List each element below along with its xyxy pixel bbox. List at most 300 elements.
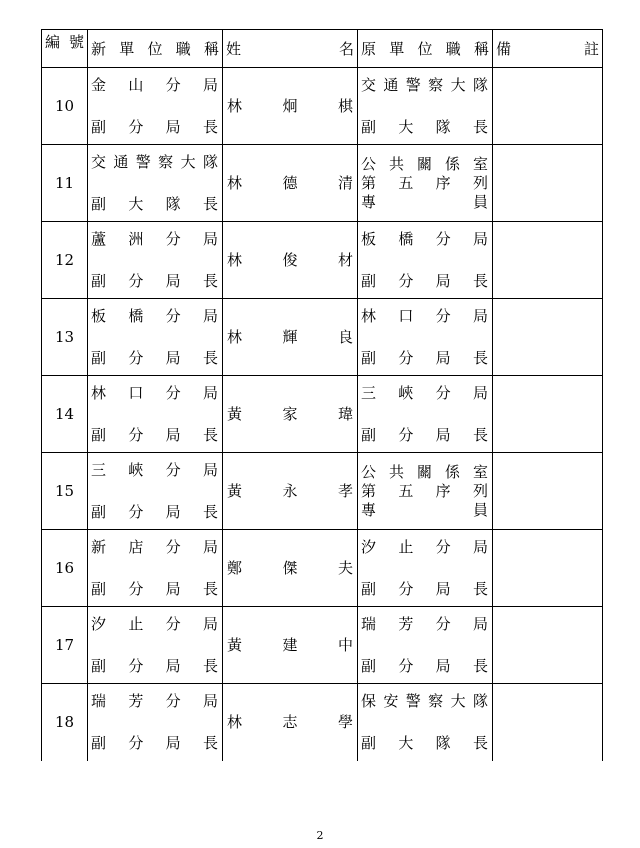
- char: 局: [435, 272, 451, 290]
- char: 長: [202, 503, 218, 521]
- old-post-cell-line: [358, 463, 492, 482]
- old-post-cell-line: [358, 75, 492, 95]
- char: 棋: [337, 97, 353, 115]
- person-name: [223, 404, 357, 424]
- row-number: 18: [42, 684, 88, 761]
- old-post-cell-line: [358, 271, 492, 291]
- char: 長: [202, 272, 218, 290]
- name-cell: [223, 222, 358, 299]
- char: 分: [398, 272, 414, 290]
- header-char: 單: [389, 39, 405, 58]
- char: 峽: [128, 461, 144, 479]
- char: 林: [227, 328, 243, 346]
- new-post-cell-line: [88, 152, 222, 172]
- char: 副: [361, 349, 377, 367]
- char: 分: [435, 230, 451, 248]
- old-post-cell-line: [358, 501, 492, 520]
- row-number: 13: [42, 299, 88, 376]
- char: 員: [472, 500, 488, 519]
- char: 隊: [435, 118, 451, 136]
- char: 分: [128, 272, 144, 290]
- char: 第: [361, 173, 377, 192]
- char: 保: [361, 692, 377, 711]
- person-name: [223, 173, 357, 193]
- old-post-cell: [358, 607, 493, 684]
- char: 五: [398, 481, 414, 500]
- char: 局: [202, 230, 218, 248]
- char: 大: [180, 153, 196, 171]
- header-char: 備: [496, 39, 512, 58]
- char: 長: [202, 426, 218, 444]
- person-name: [223, 96, 357, 116]
- header-note: [493, 30, 603, 68]
- char: 安: [383, 692, 399, 711]
- char: 長: [202, 657, 218, 675]
- char: 峽: [398, 384, 414, 402]
- char: 分: [165, 538, 181, 556]
- header-char: 原: [361, 39, 377, 58]
- char: 副: [361, 118, 377, 136]
- char: 副: [91, 272, 107, 290]
- header-new-post: [88, 30, 223, 68]
- char: 副: [91, 426, 107, 444]
- char: 黃: [227, 636, 243, 654]
- char: 察: [428, 692, 444, 711]
- char: 橋: [398, 230, 414, 248]
- char: 分: [128, 349, 144, 367]
- old-post-cell: [358, 684, 493, 761]
- page-number: 2: [316, 829, 324, 842]
- old-post-cell-line: [358, 482, 492, 501]
- char: 分: [398, 426, 414, 444]
- char: 林: [361, 307, 377, 325]
- char: 板: [91, 307, 107, 325]
- char: 分: [128, 734, 144, 753]
- char: 止: [398, 538, 414, 556]
- new-post-cell-line: [88, 733, 222, 753]
- char: 大: [450, 692, 466, 711]
- char: 芳: [128, 692, 144, 711]
- char: 分: [398, 580, 414, 598]
- row-number: 11: [42, 145, 88, 222]
- char: 局: [165, 272, 181, 290]
- char: 隊: [472, 692, 488, 711]
- header-char: 名: [338, 39, 354, 58]
- char: 長: [202, 118, 218, 136]
- old-post-cell-line: [358, 193, 492, 212]
- old-post-cell: [358, 68, 493, 145]
- char: 瑞: [91, 692, 107, 711]
- new-post-cell-line: [88, 537, 222, 557]
- header-char: 單: [119, 39, 135, 58]
- note-cell: [493, 145, 603, 222]
- char: 分: [398, 349, 414, 367]
- header-char: 姓: [226, 39, 242, 58]
- char: 局: [472, 230, 488, 248]
- table-row: [42, 376, 603, 453]
- table-row: [42, 222, 603, 299]
- char: 隊: [472, 76, 488, 94]
- old-post-cell: [358, 453, 493, 530]
- char: 三: [91, 461, 107, 479]
- char: 局: [165, 503, 181, 521]
- char: 共: [388, 462, 404, 481]
- char: 長: [202, 195, 218, 213]
- char: 店: [128, 538, 144, 556]
- char: 中: [337, 636, 353, 654]
- char: 分: [398, 657, 414, 675]
- new-post-cell: [88, 684, 223, 761]
- char: 序: [435, 173, 451, 192]
- char: 長: [472, 118, 488, 136]
- note-cell: [493, 68, 603, 145]
- header-name: [223, 30, 358, 68]
- char: 鄭: [227, 559, 243, 577]
- row-number: 10: [42, 68, 88, 145]
- new-post-cell-line: [88, 502, 222, 522]
- char: 係: [444, 462, 460, 481]
- char: 分: [165, 692, 181, 711]
- char: 公: [361, 154, 377, 173]
- new-post-cell-line: [88, 579, 222, 599]
- char: 隊: [165, 195, 181, 213]
- person-name: [223, 712, 357, 732]
- char: 隊: [435, 734, 451, 753]
- char: 副: [361, 734, 377, 753]
- char: 長: [472, 580, 488, 598]
- char: 分: [165, 230, 181, 248]
- new-post-cell-line: [88, 271, 222, 291]
- header-char: 編: [45, 33, 61, 51]
- char: 清: [337, 174, 353, 192]
- new-post-cell: [88, 222, 223, 299]
- char: 分: [165, 307, 181, 325]
- char: 炯: [282, 97, 298, 115]
- char: 第: [361, 481, 377, 500]
- header-char: 號: [68, 33, 84, 51]
- new-post-cell: [88, 376, 223, 453]
- char: 副: [91, 503, 107, 521]
- char: 副: [91, 118, 107, 136]
- old-post-cell: [358, 222, 493, 299]
- char: 局: [472, 384, 488, 402]
- char: 局: [165, 657, 181, 675]
- char: 瑋: [337, 405, 353, 423]
- table-row: [42, 684, 603, 761]
- char: 口: [128, 384, 144, 402]
- char: 三: [361, 384, 377, 402]
- person-name: [223, 327, 357, 347]
- char: 局: [202, 615, 218, 633]
- char: 副: [91, 734, 107, 753]
- char: 分: [165, 384, 181, 402]
- header-char: 註: [583, 39, 599, 58]
- row-number: 17: [42, 607, 88, 684]
- char: 山: [128, 76, 144, 94]
- table-row: [42, 607, 603, 684]
- char: 大: [450, 76, 466, 94]
- old-post-cell-line: [358, 383, 492, 403]
- row-number: 16: [42, 530, 88, 607]
- name-cell: [223, 68, 358, 145]
- old-post-cell: [358, 530, 493, 607]
- old-post-cell-line: [358, 174, 492, 193]
- row-number: 12: [42, 222, 88, 299]
- char: 關: [416, 462, 432, 481]
- new-post-cell: [88, 607, 223, 684]
- char: 副: [91, 580, 107, 598]
- char: 室: [472, 154, 488, 173]
- char: 專: [361, 192, 377, 211]
- char: 係: [444, 154, 460, 173]
- char: 列: [472, 481, 488, 500]
- char: 通: [113, 153, 129, 171]
- char: 局: [472, 615, 488, 633]
- char: 林: [227, 97, 243, 115]
- char: 長: [202, 734, 218, 753]
- old-post-cell-line: [358, 425, 492, 445]
- header-char: 稱: [203, 39, 219, 58]
- new-post-cell-line: [88, 75, 222, 95]
- old-post-cell-line: [358, 656, 492, 676]
- char: 室: [472, 462, 488, 481]
- char: 輝: [282, 328, 298, 346]
- char: 局: [202, 692, 218, 711]
- personnel-table: [41, 29, 603, 761]
- char: 黃: [227, 405, 243, 423]
- old-post-cell-line: [358, 537, 492, 557]
- char: 五: [398, 173, 414, 192]
- row-number: 15: [42, 453, 88, 530]
- char: 芳: [398, 615, 414, 633]
- char: 分: [435, 538, 451, 556]
- char: 分: [128, 657, 144, 675]
- char: 交: [91, 153, 107, 171]
- char: 察: [428, 76, 444, 94]
- char: 夫: [337, 559, 353, 577]
- new-post-cell: [88, 299, 223, 376]
- new-post-cell-line: [88, 425, 222, 445]
- char: 副: [361, 657, 377, 675]
- char: 汐: [91, 615, 107, 633]
- char: 分: [435, 307, 451, 325]
- new-post-cell: [88, 453, 223, 530]
- char: 德: [282, 174, 298, 192]
- char: 副: [91, 657, 107, 675]
- old-post-cell-line: [358, 614, 492, 634]
- char: 局: [202, 76, 218, 94]
- name-cell: [223, 530, 358, 607]
- old-post-cell-line: [358, 691, 492, 711]
- name-cell: [223, 684, 358, 761]
- person-name: [223, 481, 357, 501]
- char: 警: [135, 153, 151, 171]
- new-post-cell-line: [88, 117, 222, 137]
- char: 交: [361, 76, 377, 94]
- char: 通: [383, 76, 399, 94]
- table-row: [42, 453, 603, 530]
- new-post-cell-line: [88, 348, 222, 368]
- char: 林: [91, 384, 107, 402]
- char: 分: [165, 615, 181, 633]
- char: 材: [337, 251, 353, 269]
- char: 橋: [128, 307, 144, 325]
- char: 林: [227, 251, 243, 269]
- name-cell: [223, 453, 358, 530]
- char: 副: [361, 272, 377, 290]
- char: 學: [337, 713, 353, 732]
- char: 局: [165, 580, 181, 598]
- header-char: 位: [147, 39, 163, 58]
- char: 關: [416, 154, 432, 173]
- new-post-cell-line: [88, 306, 222, 326]
- char: 金: [91, 76, 107, 94]
- char: 副: [361, 426, 377, 444]
- char: 警: [405, 692, 421, 711]
- char: 汐: [361, 538, 377, 556]
- char: 分: [128, 118, 144, 136]
- old-post-cell-line: [358, 348, 492, 368]
- char: 分: [128, 503, 144, 521]
- name-cell: [223, 607, 358, 684]
- header-no: [42, 30, 88, 68]
- header-char: 職: [445, 39, 461, 58]
- new-post-cell-line: [88, 691, 222, 711]
- person-name: [223, 558, 357, 578]
- char: 局: [435, 426, 451, 444]
- char: 專: [361, 500, 377, 519]
- char: 孝: [337, 482, 353, 500]
- old-post-cell-line: [358, 579, 492, 599]
- new-post-cell-line: [88, 194, 222, 214]
- char: 長: [472, 349, 488, 367]
- char: 俊: [282, 251, 298, 269]
- new-post-cell: [88, 145, 223, 222]
- note-cell: [493, 607, 603, 684]
- char: 傑: [282, 559, 298, 577]
- char: 建: [282, 636, 298, 654]
- char: 長: [202, 349, 218, 367]
- new-post-cell-line: [88, 656, 222, 676]
- note-cell: [493, 684, 603, 761]
- char: 序: [435, 481, 451, 500]
- old-post-cell-line: [358, 229, 492, 249]
- char: 長: [472, 734, 488, 753]
- char: 口: [398, 307, 414, 325]
- name-cell: [223, 145, 358, 222]
- char: 長: [202, 580, 218, 598]
- char: 大: [398, 118, 414, 136]
- old-post-cell: [358, 145, 493, 222]
- char: 分: [165, 76, 181, 94]
- char: 分: [128, 580, 144, 598]
- note-cell: [493, 530, 603, 607]
- char: 分: [128, 426, 144, 444]
- person-name: [223, 250, 357, 270]
- header-char: 位: [417, 39, 433, 58]
- char: 新: [91, 538, 107, 556]
- header-char: 稱: [473, 39, 489, 58]
- char: 長: [472, 657, 488, 675]
- char: 林: [227, 174, 243, 192]
- char: 局: [472, 307, 488, 325]
- char: 副: [91, 349, 107, 367]
- char: 局: [202, 538, 218, 556]
- char: 警: [405, 76, 421, 94]
- char: 家: [282, 405, 298, 423]
- char: 局: [435, 580, 451, 598]
- note-cell: [493, 453, 603, 530]
- table-row: [42, 299, 603, 376]
- char: 列: [472, 173, 488, 192]
- char: 公: [361, 462, 377, 481]
- char: 大: [398, 734, 414, 753]
- char: 分: [435, 384, 451, 402]
- char: 止: [128, 615, 144, 633]
- char: 良: [337, 328, 353, 346]
- old-post-cell-line: [358, 117, 492, 137]
- new-post-cell: [88, 530, 223, 607]
- char: 局: [435, 657, 451, 675]
- new-post-cell-line: [88, 229, 222, 249]
- char: 局: [202, 461, 218, 479]
- note-cell: [493, 376, 603, 453]
- char: 黃: [227, 482, 243, 500]
- char: 長: [472, 272, 488, 290]
- old-post-cell: [358, 299, 493, 376]
- name-cell: [223, 299, 358, 376]
- header-row: [42, 30, 603, 68]
- table-row: [42, 145, 603, 222]
- header-char: 職: [175, 39, 191, 58]
- char: 局: [202, 384, 218, 402]
- old-post-cell-line: [358, 306, 492, 326]
- header-char: 新: [91, 39, 107, 58]
- table-row: [42, 68, 603, 145]
- char: 局: [165, 118, 181, 136]
- note-cell: [493, 222, 603, 299]
- char: 察: [158, 153, 174, 171]
- new-post-cell-line: [88, 383, 222, 403]
- char: 大: [128, 195, 144, 213]
- char: 洲: [128, 230, 144, 248]
- old-post-cell-line: [358, 733, 492, 753]
- person-name: [223, 635, 357, 655]
- char: 局: [202, 307, 218, 325]
- char: 員: [472, 192, 488, 211]
- char: 分: [435, 615, 451, 633]
- header-old-post: [358, 30, 493, 68]
- old-post-cell: [358, 376, 493, 453]
- name-cell: [223, 376, 358, 453]
- char: 林: [227, 713, 243, 732]
- new-post-cell-line: [88, 614, 222, 634]
- char: 局: [165, 349, 181, 367]
- char: 共: [388, 154, 404, 173]
- char: 副: [361, 580, 377, 598]
- char: 瑞: [361, 615, 377, 633]
- char: 局: [472, 538, 488, 556]
- new-post-cell-line: [88, 460, 222, 480]
- char: 板: [361, 230, 377, 248]
- row-number: 14: [42, 376, 88, 453]
- char: 局: [165, 426, 181, 444]
- char: 長: [472, 426, 488, 444]
- note-cell: [493, 299, 603, 376]
- char: 蘆: [91, 230, 107, 248]
- table-row: [42, 530, 603, 607]
- char: 隊: [202, 153, 218, 171]
